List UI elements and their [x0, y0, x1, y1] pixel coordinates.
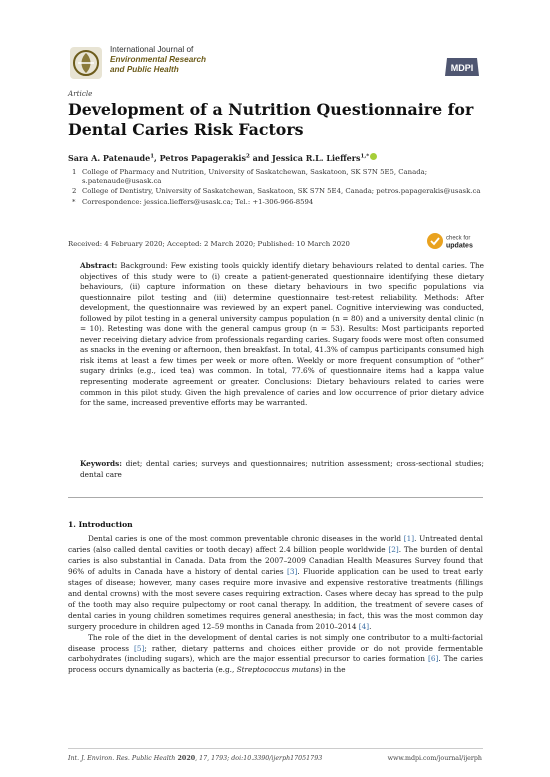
ijerph-logo-icon	[68, 45, 104, 81]
article-type: Article	[68, 89, 93, 98]
journal-abbreviation: Int. J. Environ. Res. Public Health	[68, 755, 176, 762]
journal-url[interactable]: www.mdpi.com/journal/ijerph	[387, 755, 482, 762]
publication-dates: Received: 4 February 2020; Accepted: 2 March 2020; Published: 10 March 2020	[68, 240, 350, 248]
keywords	[80, 459, 484, 480]
section-heading: 1. Introduction	[68, 520, 133, 529]
author-separator: and	[249, 153, 272, 163]
paragraph-text: . The burden of dental caries is also substantial in Canada. Data from the 2007–2009 Canadian Health Measures Survey found that 96% of adults in Canada have a history of dental caries	[68, 544, 483, 576]
paragraph-text: .	[369, 621, 372, 631]
paragraph-text: The role of the diet in the development of dental caries is not simply one contributor to a multi-factorial disease process	[68, 632, 483, 653]
keywords-label: Keywords:	[80, 459, 122, 468]
paragraph	[68, 534, 483, 633]
abstract-label: Abstract:	[80, 261, 118, 270]
journal-name-line3: and Public Health	[110, 65, 179, 74]
italic-text: Streptococcus mutans	[236, 665, 320, 675]
check-for-updates-badge[interactable]	[426, 231, 482, 251]
journal-name-line1: International Journal of	[110, 45, 194, 54]
abstract	[80, 261, 484, 409]
affiliation-item	[68, 187, 483, 196]
affiliations	[68, 168, 483, 208]
paragraph-text: . Fluoride application can be used to treat early stages of disease; however, many cases require more invasive and expensive restorative treatments (fillings and dental crowns) with the most severe cases requiring extraction. Cases where decay has spread to the pulp of the tooth may also require pulpectomy or root canal therapy. In addition, the treatment of severe cases of dental caries in young children sometimes requires general anesthesia; in fact, this was the most common day surgery procedure in children aged 12–59 months in Canada from 2010–2014	[68, 566, 483, 631]
citation-link[interactable]: [5]	[134, 643, 145, 653]
affiliation-item	[68, 198, 483, 207]
paragraph-text: ) in the	[319, 665, 346, 675]
author-list	[68, 153, 377, 163]
publisher-name: MDPI	[450, 63, 474, 73]
citation-link[interactable]: [3]	[286, 566, 298, 576]
author-affil-mark: 1,*	[360, 153, 370, 160]
affiliation-item	[68, 168, 483, 186]
author-affil-mark: 1	[150, 153, 155, 160]
citation-link[interactable]: [6]	[427, 654, 439, 664]
citation-details: , 17, 1793; doi:10.3390/ijerph17051793	[195, 755, 323, 762]
footer-citation	[68, 755, 322, 762]
paper-title: Development of a Nutrition Questionnaire for Dental Caries Risk Factors	[68, 100, 474, 139]
check-updates-line1: check for	[446, 235, 471, 242]
citation-year: 2020	[175, 755, 196, 762]
paragraph-text: ; rather, dietary patterns and choices either provide or do not provide fermentable carbohydrates (including sugars), which are the major essential precursor to caries formation	[68, 643, 483, 664]
check-updates-line2: updates	[446, 242, 473, 250]
affiliation-mark: 1	[72, 168, 77, 176]
introduction-body	[68, 534, 483, 676]
author-name: Jessica R.L. Lieffers	[271, 153, 361, 163]
journal-header	[68, 45, 488, 85]
paragraph-text: . The caries process occurs dynamically as bacteria (e.g.,	[68, 654, 483, 675]
journal-name-line2: Environmental Research	[110, 55, 207, 64]
mdpi-logo-icon	[443, 56, 481, 78]
orcid-icon[interactable]	[370, 153, 377, 160]
abstract-text: Background: Few existing tools quickly identify dietary behaviours related to dental caries. The objectives of this study were to (i) create a patient-generated questionnaire identifying these dietary behaviours, (ii) capture information on these dietary behaviours in two specific populations via questionnaire pilot testing and (iii) determine questionnaire test-retest reliability. Methods: After development, the questionnaire was reviewed by an expert panel. Cognitive interviewing was conducted, followed by pilot testing in a general university campus population (n = 80) and a university dental clinic (n = 10). Retesting was done with the general campus group (n = 53). Results: Most participants reported never receiving dietary advice from professionals regarding caries. Sugary foods were most often consumed as snacks in the evening or afternoon, then breakfast. In total, 41.3% of campus participants consumed high risk items at least a few times per week or more often. Weekly or more frequent consumption of “other” sugary drinks (e.g., iced tea) was common. In total, 77.6% of questionnaire items had a kappa value representing moderate agreement or greater. Conclusions: Dietary behaviours related to caries were common in this pilot study. Given the high prevalence of caries and low occurrence of prior dietary advice for the same, increased preventive efforts may be warranted.	[80, 261, 484, 408]
section-divider	[68, 497, 483, 498]
author-name: Petros Papagerakis	[159, 153, 246, 163]
paragraph	[68, 633, 483, 677]
affiliation-mark: 2	[72, 187, 77, 196]
footer-divider	[68, 748, 483, 749]
affiliation-mark: *	[72, 197, 76, 206]
citation-link[interactable]: [4]	[358, 621, 370, 631]
author-affil-mark: 2	[245, 153, 250, 160]
paragraph-text: . Untreated dental caries (also called dental cavities or tooth decay) affect 2.4 billion people worldwide	[68, 534, 483, 554]
author-name: Sara A. Patenaude	[68, 153, 151, 163]
journal-name	[110, 45, 206, 75]
citation-link[interactable]: [2]	[388, 544, 399, 554]
keywords-text: diet; dental caries; surveys and questionnaires; nutrition assessment; cross-sectional studies; dental care	[80, 459, 484, 479]
paragraph-text: Dental caries is one of the most common preventable chronic diseases in the world	[88, 534, 404, 543]
author-separator: ,	[154, 153, 160, 163]
affiliation-text: College of Pharmacy and Nutrition, University of Saskatchewan, Saskatoon, SK S7N 5E5, Canada; s.patenaude@usask.ca	[82, 168, 428, 186]
citation-link[interactable]: [1]	[403, 534, 415, 543]
affiliation-text: College of Dentistry, University of Saskatchewan, Saskatoon, SK S7N 5E4, Canada; petros.papagerakis@usask.ca	[82, 187, 481, 196]
correspondence-text: Correspondence: jessica.lieffers@usask.ca; Tel.: +1-306-966-8594	[82, 197, 314, 206]
